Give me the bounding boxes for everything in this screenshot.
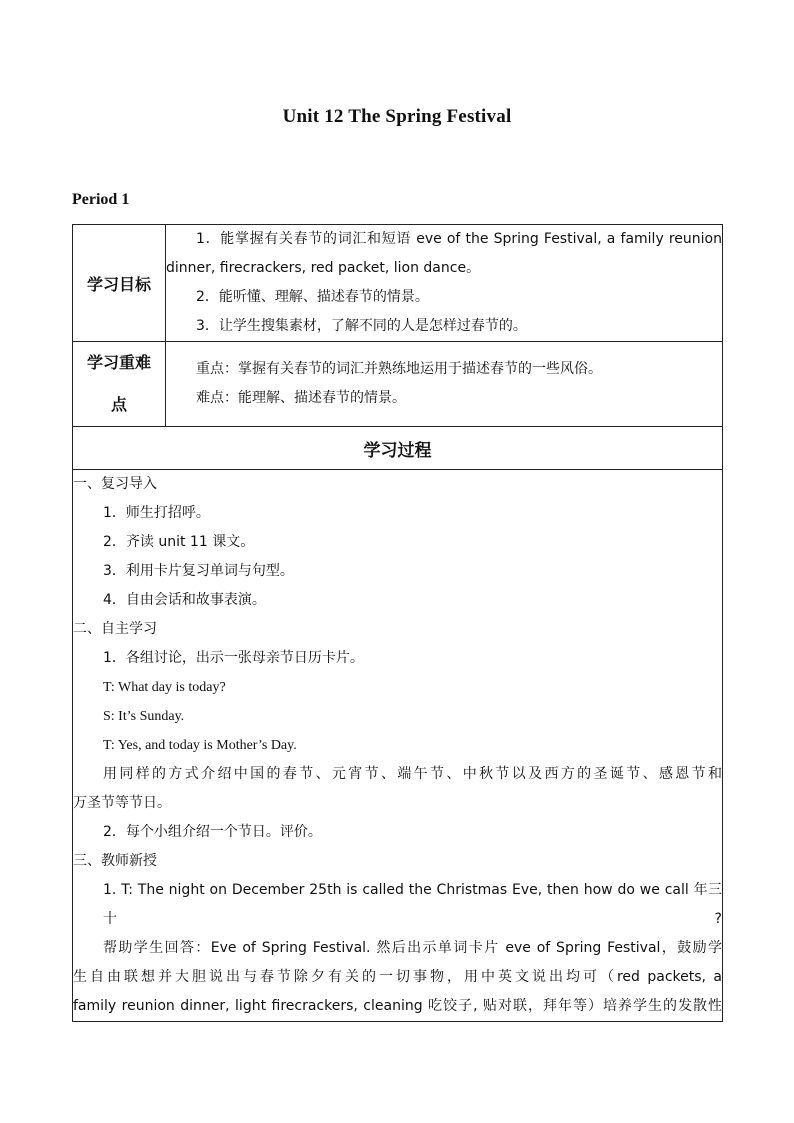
objectives-content (166, 225, 723, 342)
paragraph-line: 1. T: The night on December 25th is called the Christmas Eve, then how do we call 年三十? (103, 882, 722, 927)
period-heading: Period 1 (72, 191, 130, 208)
lesson-plan-table (72, 224, 723, 1022)
document-title: Unit 12 The Spring Festival (282, 106, 512, 127)
process-body-row (73, 470, 723, 1022)
objective-1-part-b: dinner, firecrackers, red packet, lion dance。 (166, 260, 481, 276)
process-header-row (73, 427, 723, 470)
objective-1-part-a: 1．能掌握有关春节的词汇和短语 eve of the Spring Festival, a family reunion (196, 231, 722, 247)
paragraph-line: 万圣节等节日。 (73, 795, 171, 811)
dialog-line: T: What day is today? (103, 680, 226, 695)
dialog-line: T: Yes, and today is Mother’s Day. (103, 738, 297, 753)
paragraph-line: family reunion dinner, light firecrackers, cleaning 吃饺子, 贴对联，拜年等）培养学生的发散性 (73, 998, 722, 1014)
section-2-title: 二、自主学习 (73, 621, 157, 637)
objective-3: 3．让学生搜集素材，了解不同的人是怎样过春节的。 (196, 318, 527, 334)
keypoints-label (73, 342, 166, 427)
process-header: 学习过程 (73, 427, 723, 470)
list-item: 2．齐读 unit 11 课文。 (103, 534, 255, 550)
dialog-line: S: It’s Sunday. (103, 709, 185, 724)
list-item: 1．各组讨论，出示一张母亲节日历卡片。 (103, 650, 364, 666)
section-3-title: 三、教师新授 (73, 853, 157, 869)
key-point: 重点：掌握有关春节的词汇并熟练地运用于描述春节的一些风俗。 (196, 361, 602, 377)
list-item: 2．每个小组介绍一个节日。评价。 (103, 824, 322, 840)
paragraph-line: 生自由联想并大胆说出与春节除夕有关的一切事物，用中英文说出均可（red packets, a (73, 969, 722, 985)
paragraph-line: 用同样的方式介绍中国的春节、元宵节、端午节、中秋节以及西方的圣诞节、感恩节和 (103, 766, 722, 782)
objectives-label: 学习目标 (73, 225, 166, 342)
list-item: 4．自由会话和故事表演。 (103, 592, 266, 608)
list-item: 3．利用卡片复习单词与句型。 (103, 563, 294, 579)
keypoints-row (73, 342, 723, 427)
keypoints-label-line2: 点 (110, 395, 127, 414)
list-item: 1．师生打招呼。 (103, 505, 210, 521)
process-body (73, 470, 723, 1022)
objective-2: 2．能听懂、理解、描述春节的情景。 (196, 289, 429, 305)
difficult-point: 难点：能理解、描述春节的情景。 (196, 390, 406, 406)
section-1-title: 一、复习导入 (73, 476, 157, 492)
objectives-row (73, 225, 723, 342)
keypoints-label-line1: 学习重难 (86, 353, 151, 372)
keypoints-content (166, 342, 723, 427)
paragraph-line: 帮助学生回答：Eve of Spring Festival. 然后出示单词卡片 eve of Spring Festival，鼓励学 (103, 940, 722, 956)
